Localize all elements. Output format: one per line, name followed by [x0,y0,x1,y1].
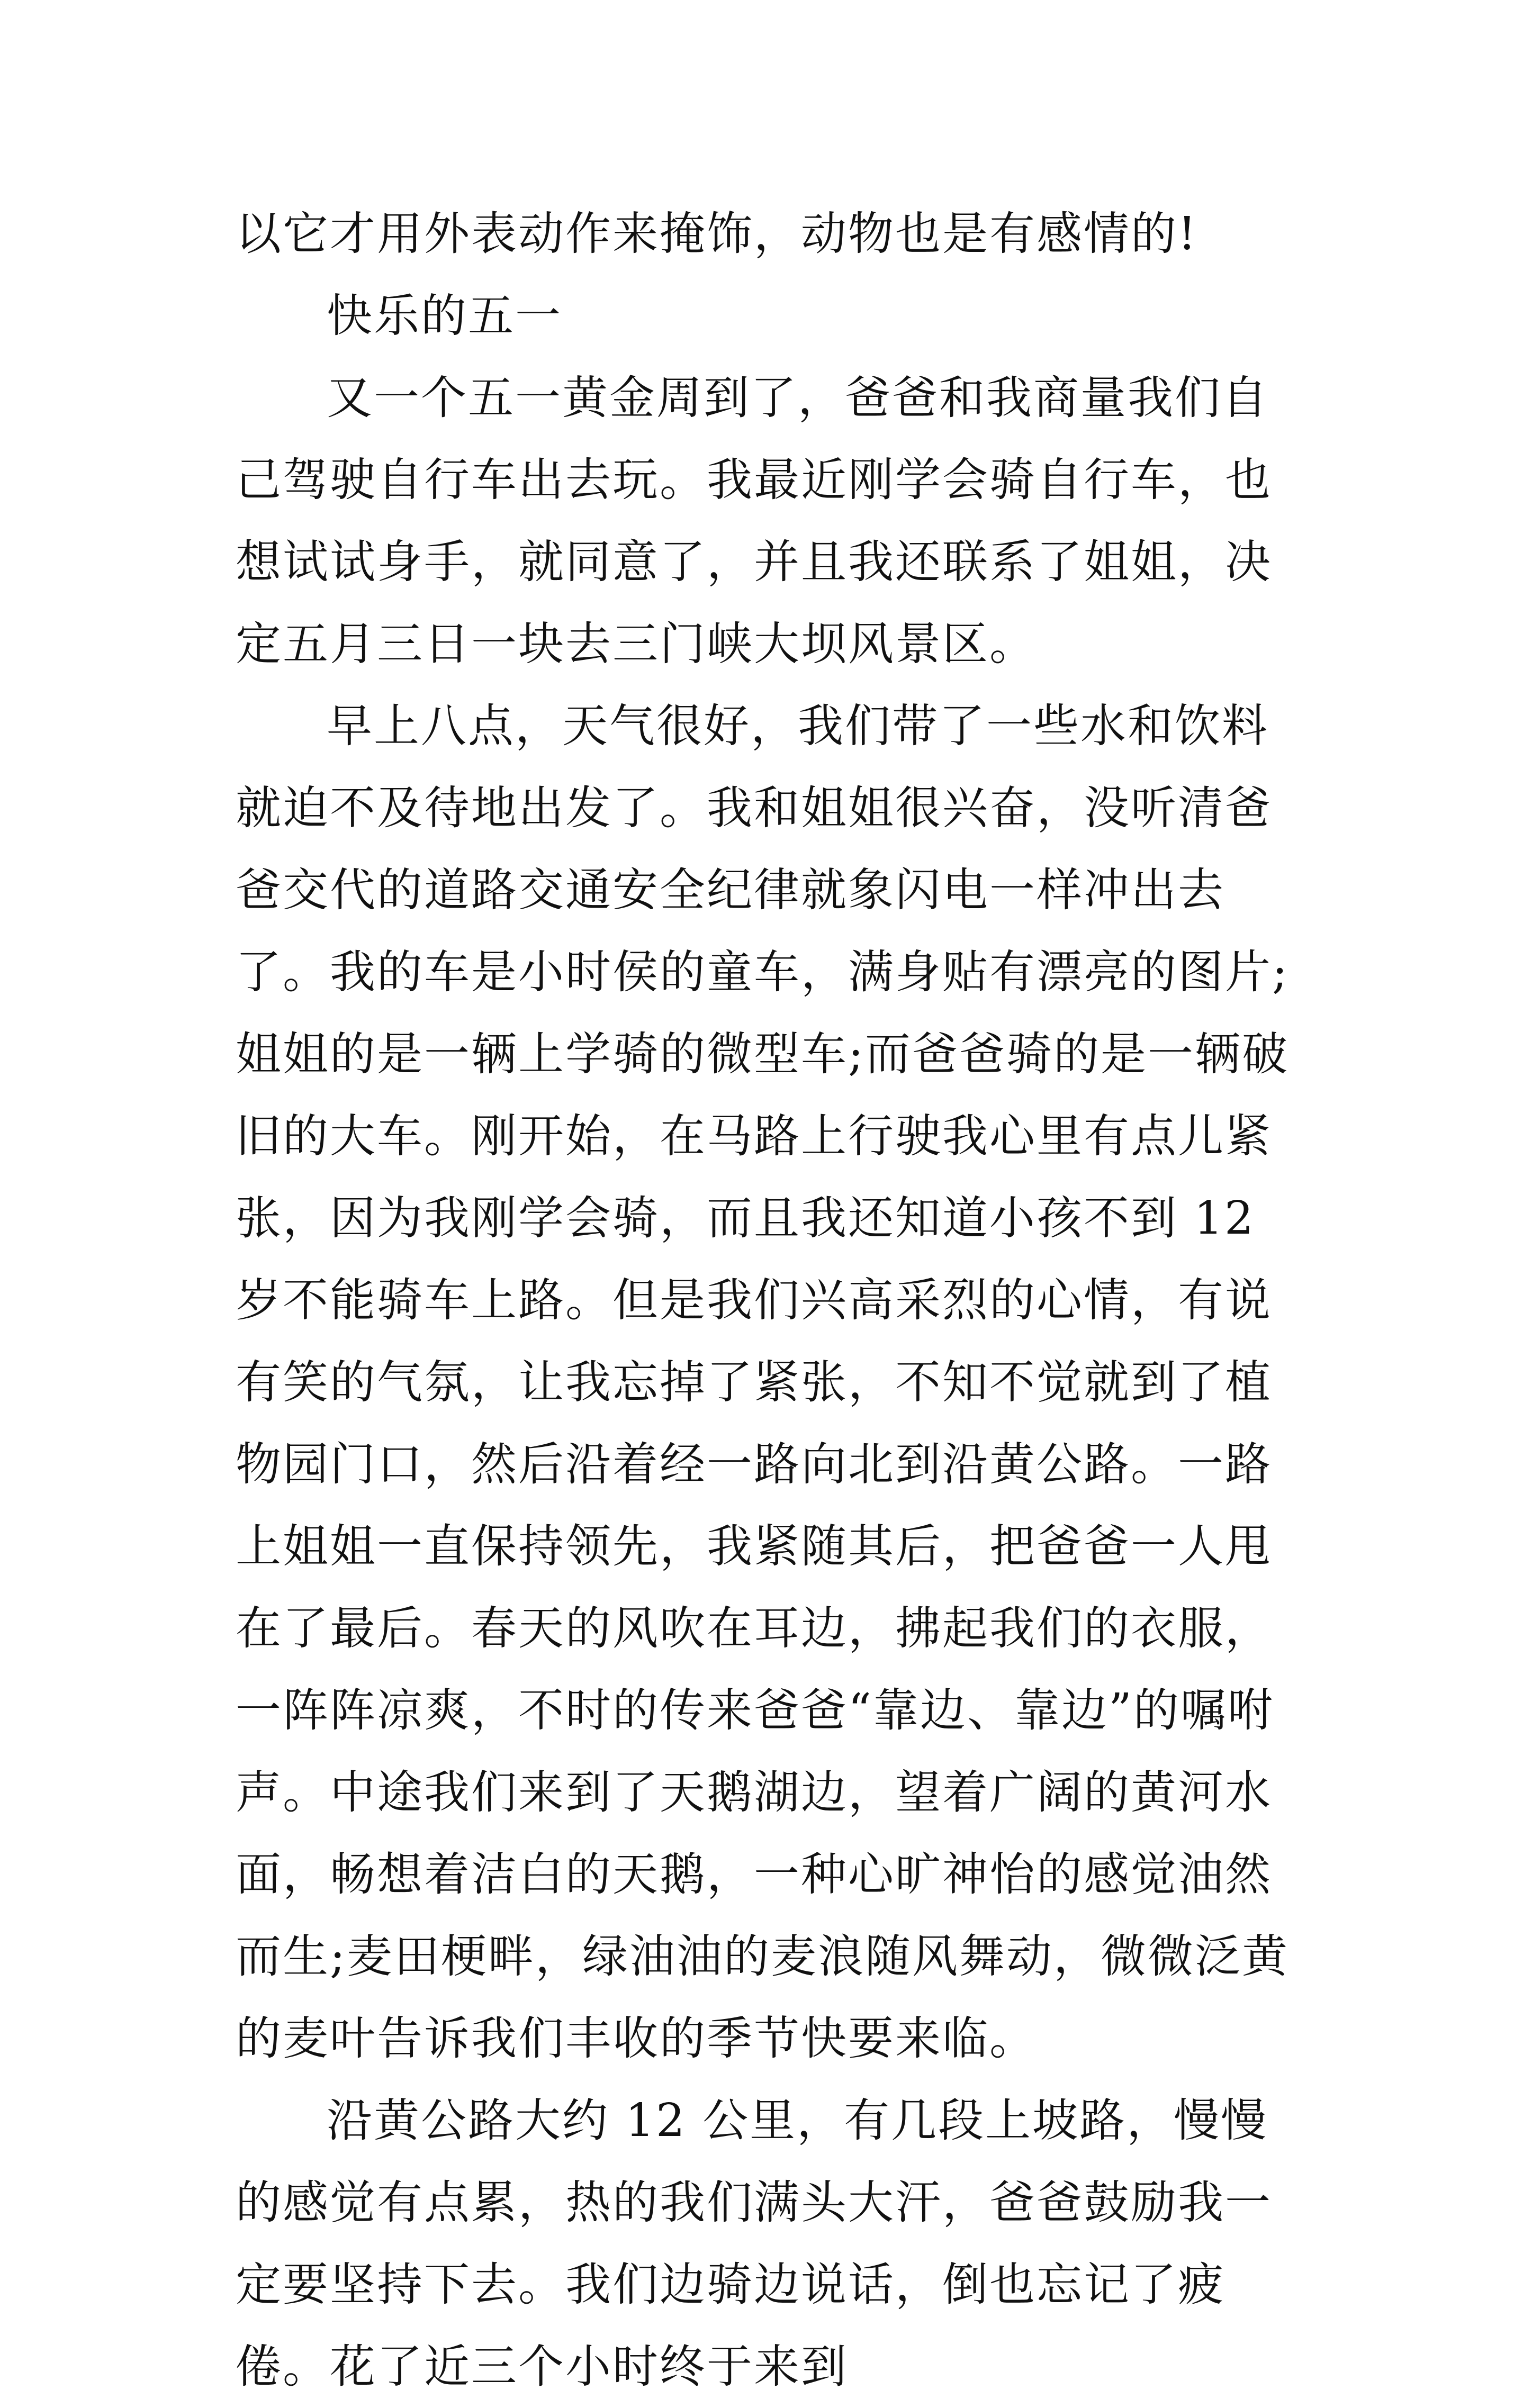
paragraph-intro: 又一个五一黄金周到了，爸爸和我商量我们自己驾驶自行车出去玩。我最近刚学会骑自行车，也想试试身手，就同意了，并且我还联系了姐姐，决定五月三日一块去三门峡大坝风景区。 [236,372,1272,671]
paragraph-road: 沿黄公路大约 12 公里，有几段上坡路，慢慢的感觉有点累，热的我们满头大汗，爸爸鼓励我一定要坚持下去。我们边骑边说话，倒也忘记了疲倦。花了近三个小时终于来到 [236,2094,1272,2393]
essay-title: 快乐的五一 [327,289,562,342]
paragraph-continuation: 以它才用外表动作来掩饰，动物也是有感情的! [236,207,1198,260]
paragraph-journey: 早上八点，天气很好，我们带了一些水和饮料就迫不及待地出发了。我和姐姐很兴奋，没听清爸爸交代的道路交通安全纪律就象闪电一样冲出去了。我的车是小时侯的童车，满身贴有漂亮的图片;姐姐的是一辆上学骑的微型车;而爸爸骑的是一辆破旧的大车。刚开始，在马路上行驶我心里有点儿紧张，因为我刚学会骑，而且我还知道小孩不到 12 岁不能骑车上路。但是我们兴高采烈的心情，有说有笑的气氛，让我忘掉了紧张，不知不觉就到了植物园门口，然后沿着经一路向北到沿黄公路。一路上姐姐一直保持领先，我紧随其后，把爸爸一人甩在了最后。春天的风吹在耳边，拂起我们的衣服，一阵阵凉爽，不时的传来爸爸“靠边、靠边”的嘱咐声。中途我们来到了天鹅湖边，望着广阔的黄河水面，畅想着洁白的天鹅，一种心旷神怡的感觉油然而生;麦田梗畔，绿油油的麦浪随风舞动，微微泛黄的麦叶告诉我们丰收的季节快要来临。 [236,700,1289,2065]
document-body [236,193,1310,2408]
